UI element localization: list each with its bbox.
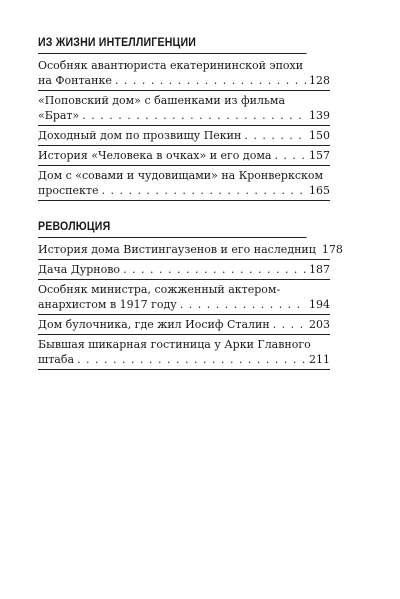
- toc-entry: [38, 91, 330, 126]
- page-number: 128: [309, 74, 330, 87]
- entry-title-line1: Бывшая шикарная гостиница у Арки Главного: [38, 338, 311, 351]
- page-number: 187: [309, 263, 330, 276]
- entry-title-line1: Особняк министра, сожженный актером-: [38, 283, 281, 296]
- entry-title-line2: штаба: [38, 353, 75, 366]
- section-title: ИЗ ЖИЗНИ ИНТЕЛЛИГЕНЦИИ: [38, 36, 307, 54]
- entry-title-line2: «Брат»: [38, 109, 80, 122]
- page-number: 194: [309, 298, 330, 311]
- page-number: 211: [309, 353, 330, 366]
- dot-leader: [123, 262, 306, 277]
- entry-title-line1: Особняк авантюриста екатерининской эпохи: [38, 59, 304, 72]
- section-title: РЕВОЛЮЦИЯ: [38, 220, 307, 238]
- toc-entry: [38, 280, 330, 315]
- toc-entry: [38, 166, 330, 201]
- page-number: 157: [309, 149, 330, 162]
- toc-entry: [38, 56, 330, 91]
- page-number: 178: [321, 243, 343, 256]
- table-of-contents: [38, 36, 343, 389]
- dot-leader: [82, 108, 306, 123]
- dot-leader: [274, 148, 306, 163]
- entry-title: Дом булочника, где жил Иосиф Сталин: [38, 318, 270, 331]
- dot-leader: [77, 352, 306, 367]
- toc-entry: [38, 126, 330, 146]
- page-number: 165: [309, 184, 330, 197]
- toc-section-revolution: [38, 220, 343, 370]
- toc-entry: [38, 315, 330, 335]
- entry-title-line2: проспекте: [38, 184, 99, 197]
- toc-entry: [38, 335, 330, 370]
- entry-title: Доходный дом по прозвищу Пекин: [38, 129, 242, 142]
- dot-leader: [273, 317, 306, 332]
- entry-title-line2: на Фонтанке: [38, 74, 112, 87]
- toc-entry: [38, 240, 343, 260]
- dot-leader: [115, 73, 306, 88]
- page-number: 139: [309, 109, 330, 122]
- entry-title: Дача Дурново: [38, 263, 121, 276]
- toc-entry: [38, 260, 330, 280]
- page-number: 150: [309, 129, 330, 142]
- dot-leader: [244, 128, 306, 143]
- toc-entry: [38, 146, 330, 166]
- page-number: 203: [309, 318, 330, 331]
- entry-title: История «Человека в очках» и его дома: [38, 149, 272, 162]
- entry-title-line1: «Поповский дом» с башенками из фильма: [38, 94, 286, 107]
- entry-title: История дома Вистингаузенов и его наследниц: [38, 243, 316, 256]
- toc-section-intelligentsia: [38, 36, 330, 201]
- dot-leader: [180, 297, 306, 312]
- dot-leader: [101, 183, 306, 198]
- entry-title-line2: анархистом в 1917 году: [38, 298, 177, 311]
- entry-title-line1: Дом с «совами и чудовищами» на Кронверкском: [38, 169, 324, 182]
